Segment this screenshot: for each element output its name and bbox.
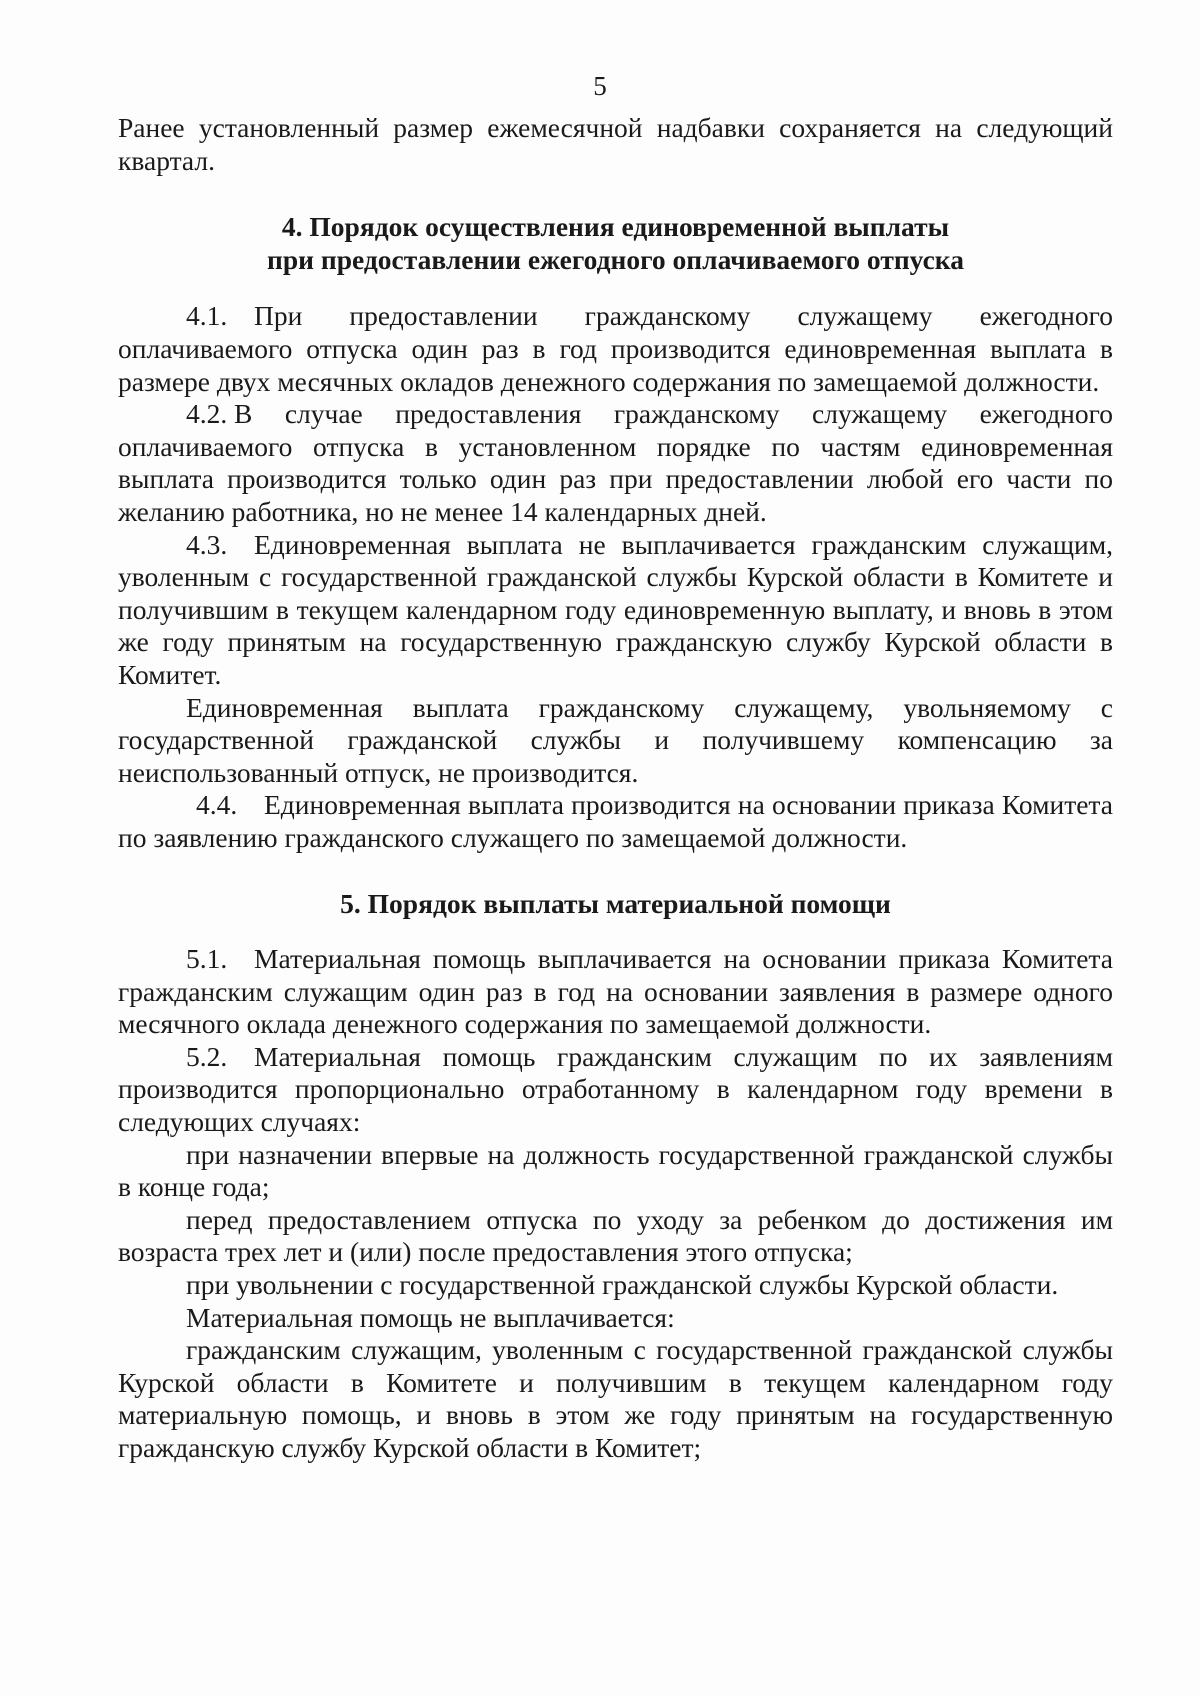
section-5-title: 5. Порядок выплаты материальной помощи — [340, 888, 891, 920]
paragraph-number: 5.2. — [186, 1040, 228, 1072]
paragraph-text: В случае предоставления гражданскому служащему ежегодного оплачиваемого отпуска в установленном порядке по частям единовременная выплата производится только один раз при предоставлении любой его части по желанию работника, но не менее 14 календарных дней. — [118, 398, 1113, 527]
section-4-title-line-2: при предоставлении ежегодного оплачиваемого отпуска — [267, 243, 964, 275]
intro-paragraph: Ранее установленный размер ежемесячной надбавки сохраняется на следующий квартал. — [118, 112, 1113, 176]
paragraph-number: 4.4. — [196, 789, 238, 821]
paragraph-text: Материальная помощь выплачивается на основании приказа Комитета гражданским служащим один раз в год на основании заявления в размере одного месячного оклада денежного содержания по замещаемой должности. — [118, 943, 1113, 1040]
case-item: перед предоставлением отпуска по уходу за ребенком до достижения им возраста трех лет и (или) после предоставления этого отпуска; — [118, 1203, 1113, 1268]
paragraph-text: Материальная помощь гражданским служащим по их заявлениям производится пропорционально отработанному в календарном году времени в следующих случаях: — [118, 1040, 1113, 1138]
section-5-heading — [118, 888, 1113, 921]
case-item: при увольнении с государственной гражданской службы Курской области. — [186, 1269, 1059, 1300]
not-paid-item: гражданским служащим, уволенным с государственной гражданской службы Курской области в Комитете и получившим в текущем календарном году материальную помощь, и вновь в этом же году принятым на государственную гражданскую службу Курской области в Комитет; — [118, 1334, 1113, 1463]
not-paid-intro: Материальная помощь не выплачивается: — [186, 1301, 675, 1333]
paragraph-text: Единовременная выплата не выплачивается гражданским служащим, уволенным с государственной гражданской службы Курской области в Комитете и получившим в текущем календарном году единовременную выплату, и вновь в этом же году принятым на государственную гражданскую службу Курской области в Комитет. — [118, 528, 1113, 690]
paragraph-5-1 — [118, 943, 1113, 1041]
paragraph-4-3-extra: Единовременная выплата гражданскому служащему, увольняемому с государственной гражданской службы и получившему компенсацию за неиспользованный отпуск, не производится. — [118, 691, 1113, 788]
paragraph-number: 4.2. — [186, 398, 228, 430]
paragraph-text: Единовременная выплата производится на основании приказа Комитета по заявлению гражданского служащего по замещаемой должности. — [118, 789, 1113, 853]
paragraph-text: При предоставлении гражданскому служащему ежегодного оплачиваемого отпуска один раз в год производится единовременная выплата в размере двух месячных окладов денежного содержания по замещаемой должности. — [118, 300, 1113, 397]
section-4-heading — [118, 211, 1113, 276]
paragraph-number: 5.1. — [186, 943, 228, 975]
paragraph-4-1 — [118, 300, 1113, 398]
paragraph-4-2 — [118, 398, 1113, 528]
section-4-title-line-1: 4. Порядок осуществления единовременной выплаты — [281, 211, 950, 243]
page-number: 5 — [593, 71, 607, 101]
paragraph-4-4 — [118, 789, 1113, 854]
document-body — [118, 112, 1113, 1465]
paragraph-number: 4.3. — [186, 528, 228, 560]
paragraph-number: 4.1. — [186, 300, 228, 332]
case-item: при назначении впервые на должность государственной гражданской службы в конце года; — [118, 1138, 1113, 1203]
paragraph-5-2 — [118, 1041, 1113, 1139]
paragraph-4-3 — [118, 529, 1113, 692]
